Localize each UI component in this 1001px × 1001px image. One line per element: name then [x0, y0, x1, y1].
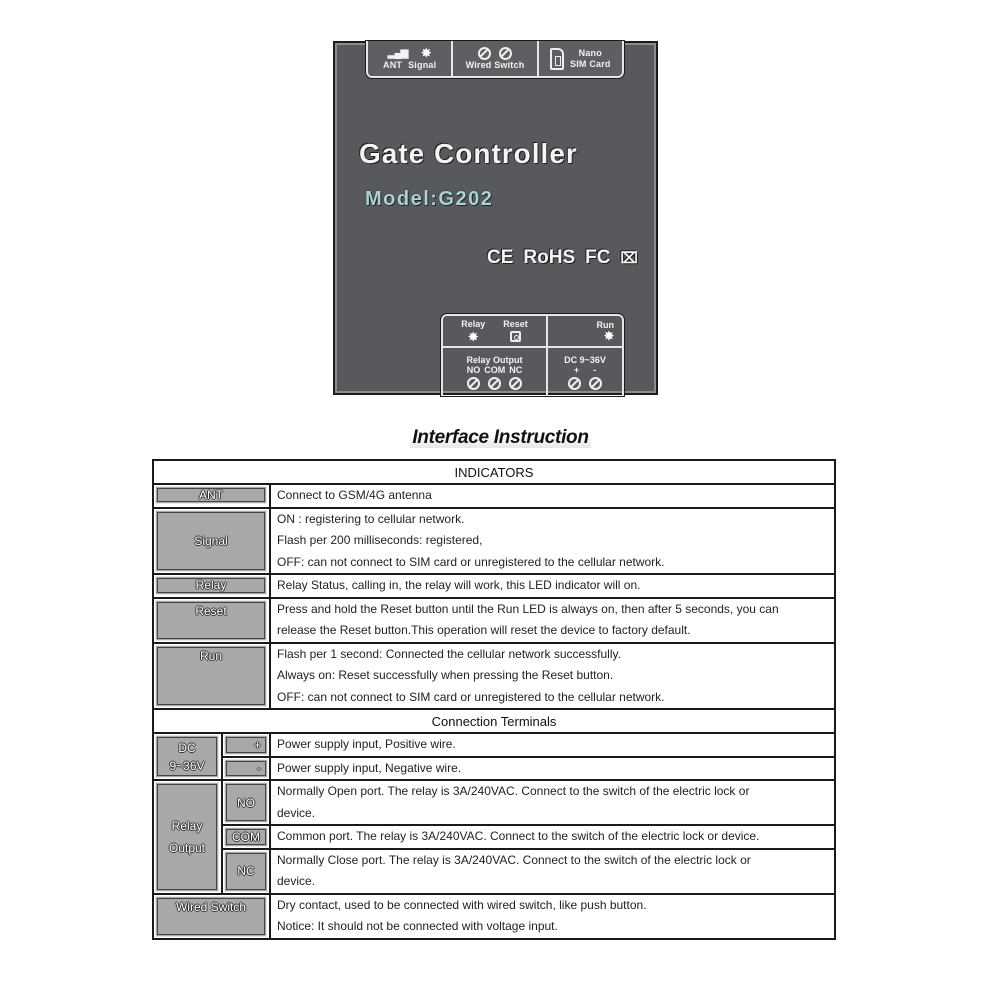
- heading-text: Interface Instruction: [412, 427, 589, 448]
- screw-terminal-icon: [589, 377, 602, 390]
- terminals-section-title: Connection Terminals: [154, 710, 834, 734]
- row-label: NC: [224, 851, 268, 892]
- run-cell: [548, 316, 622, 348]
- row-label: +: [224, 735, 268, 755]
- table-row-signal: [154, 509, 834, 576]
- row-description: Dry contact, used to be connected with wired switch, like push button. Notice: It should not be connected with voltage input.: [269, 895, 834, 938]
- row-description: Relay Status, calling in, the relay will work, this LED indicator will on.: [269, 575, 834, 597]
- screw-terminal-icon: [499, 47, 512, 60]
- certification-marks: [487, 247, 638, 269]
- group-rows: [221, 734, 834, 779]
- signal-label: Signal: [408, 60, 437, 70]
- row-description: Normally Open port. The relay is 3A/240VAC. Connect to the switch of the electric lock or device.: [269, 781, 834, 824]
- ant-signal-cell: [368, 41, 453, 76]
- table-row-ant: [154, 485, 834, 509]
- row-label: COM: [224, 827, 268, 847]
- interface-table: [152, 459, 836, 940]
- rohs-mark-icon: RoHS: [523, 247, 576, 268]
- row-description: Connect to GSM/4G antenna: [269, 485, 834, 507]
- fcc-mark-icon: FC: [585, 247, 611, 268]
- sim-card-icon: [550, 48, 564, 70]
- bottom-terminal-block: [441, 314, 624, 396]
- row-description: Normally Close port. The relay is 3A/240VAC. Connect to the switch of the electric lock or device.: [269, 850, 834, 893]
- indicators-section-title: INDICATORS: [154, 461, 834, 485]
- weee-bin-icon: ⌧: [620, 250, 638, 267]
- dc-minus-label: -: [593, 364, 597, 375]
- led-icon: ✸: [421, 46, 432, 60]
- table-row-wired-switch: [154, 895, 834, 938]
- row-description: ON : registering to cellular network. Flash per 200 milliseconds: registered, OFF: can not connect to SIM card or unregistered to the cellular network.: [269, 509, 834, 574]
- run-led-label: Run: [596, 320, 614, 330]
- row-label: Signal: [155, 510, 267, 573]
- terminal-no-label: NO: [466, 364, 481, 375]
- wired-switch-cell: [453, 41, 538, 76]
- sim-label-line2: SIM Card: [570, 58, 611, 69]
- ce-mark-icon: CE: [487, 247, 514, 268]
- row-label: Run: [155, 645, 267, 708]
- relay-output-cell: [443, 348, 548, 396]
- table-row-relay: [154, 575, 834, 599]
- table-row-dc-positive: [223, 734, 834, 758]
- sim-card-cell: [539, 41, 622, 76]
- table-row-com: [223, 826, 834, 850]
- table-row-reset: [154, 599, 834, 644]
- table-row-nc: [223, 850, 834, 893]
- relay-led-icon: ✸: [468, 330, 479, 344]
- run-led-icon: ✸: [603, 329, 614, 343]
- table-row-dc-negative: [223, 758, 834, 780]
- device-panel: [333, 41, 658, 395]
- row-label: ANT: [155, 486, 267, 504]
- relay-reset-cell: [443, 316, 548, 348]
- terminal-nc-label: NC: [509, 364, 523, 375]
- row-description: Flash per 1 second: Connected the cellular network successfully. Always on: Reset successfully when pressing the Reset button. OFF: can not connect to SIM card or unregistered to the cellular network.: [269, 644, 834, 709]
- screw-terminal-icon: [478, 47, 491, 60]
- wired-switch-label: Wired Switch: [465, 60, 525, 70]
- group-rows: [221, 781, 834, 893]
- row-description: Common port. The relay is 3A/240VAC. Connect to the switch of the electric lock or device.: [269, 826, 834, 848]
- group-label: Relay Output: [155, 782, 219, 892]
- screw-terminal-icon: [488, 377, 501, 390]
- row-label: Reset: [155, 600, 267, 641]
- row-label: Relay: [155, 576, 267, 595]
- row-description: Power supply input, Negative wire.: [269, 758, 834, 780]
- sim-label-line1: Nano: [578, 47, 602, 58]
- dc-power-cell: [548, 348, 622, 396]
- relay-led-label: Relay: [461, 319, 486, 329]
- row-label: Wired Switch: [155, 896, 267, 937]
- screw-terminal-icon: [467, 377, 480, 390]
- screw-terminal-icon: [509, 377, 522, 390]
- screw-terminal-icon: [568, 377, 581, 390]
- reset-label: Reset: [503, 319, 528, 329]
- row-label: NO: [224, 782, 268, 823]
- device-model: Model:G202: [365, 188, 494, 210]
- table-row-run: [154, 644, 834, 711]
- row-description: Press and hold the Reset button until the Run LED is always on, then after 5 seconds, you can release the Reset button.This operation will reset the device to factory default.: [269, 599, 834, 642]
- group-label: DC 9~36V: [155, 735, 219, 778]
- relay-output-label: Relay Output: [466, 354, 523, 365]
- terminal-com-label: COM: [484, 364, 506, 375]
- dc-plus-label: +: [573, 364, 580, 375]
- row-description: Power supply input, Positive wire.: [269, 734, 834, 756]
- ant-label: ANT: [383, 60, 403, 70]
- dc-label: DC 9~36V: [564, 354, 606, 365]
- device-title: Gate Controller: [359, 138, 578, 169]
- reset-button-icon: [510, 331, 521, 342]
- row-label: -: [224, 759, 268, 779]
- top-connector-strip: [366, 41, 624, 78]
- table-group-relay-output: [154, 781, 834, 895]
- table-group-dc: [154, 734, 834, 781]
- signal-bars-icon: ▂▄▆: [387, 47, 408, 59]
- table-row-no: [223, 781, 834, 826]
- interface-instruction-heading: [0, 427, 1001, 449]
